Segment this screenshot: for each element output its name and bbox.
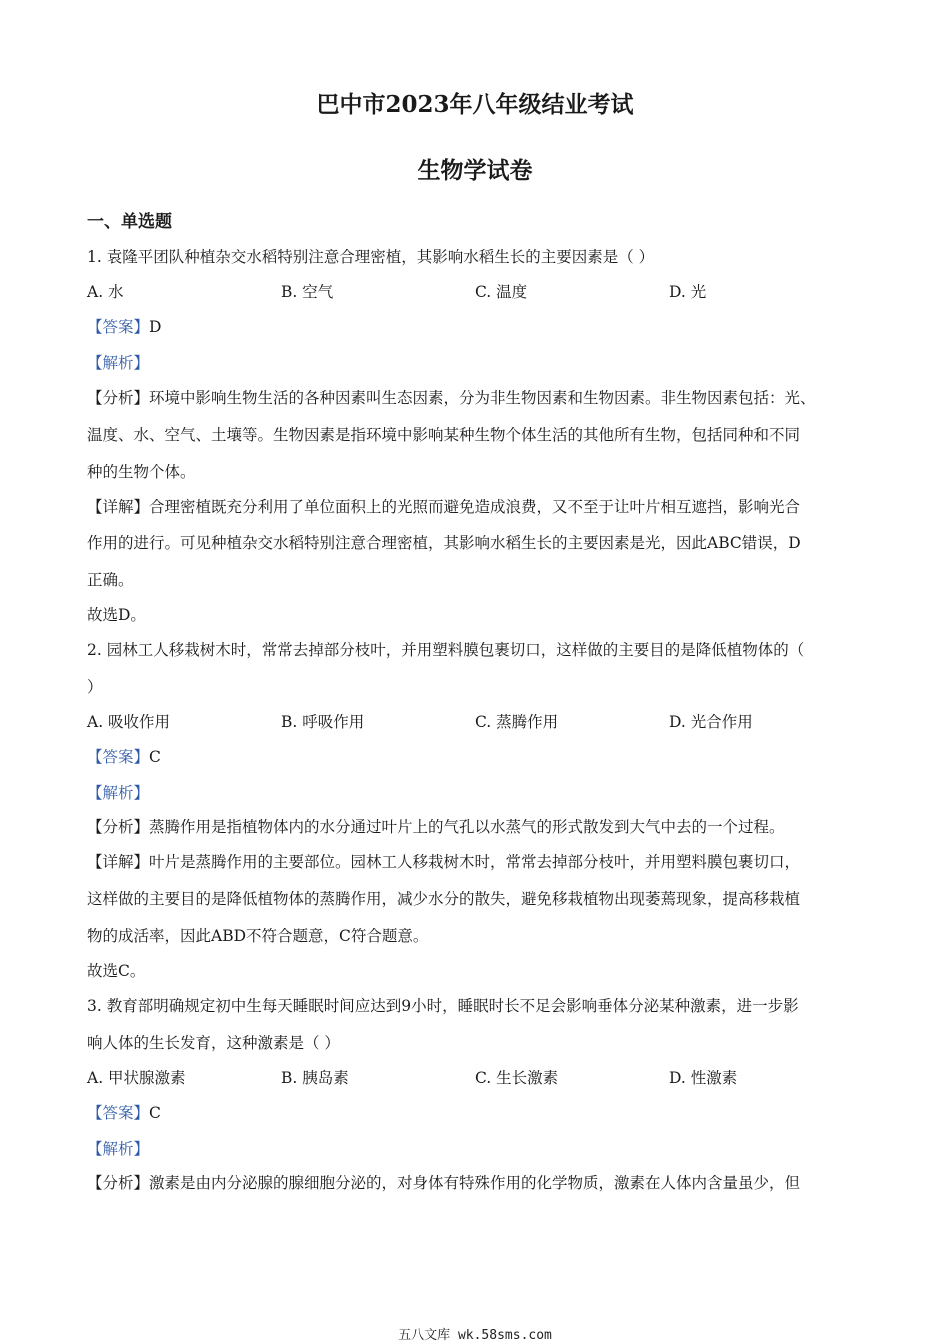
q1-analysis-line	[87, 387, 867, 409]
q3-answer-value: C	[149, 1104, 161, 1122]
q3-option-d: D. 性激素	[669, 1069, 738, 1087]
q3-option-c: C. 生长激素	[475, 1069, 559, 1087]
explain-tag: 【解析】	[87, 1140, 150, 1158]
analysis-tag: 【分析】	[87, 818, 150, 836]
q1-detail-line: 正确。	[87, 571, 134, 589]
q1-explain	[87, 352, 867, 374]
q1-option-a: A. 水	[87, 283, 124, 301]
q2-explain	[87, 782, 867, 804]
q2-detail-line	[87, 851, 867, 873]
q2-option-c: C. 蒸腾作用	[475, 713, 559, 731]
q3-analysis-line	[87, 1172, 867, 1194]
answer-tag: 【答案】	[87, 748, 150, 766]
q1-detail-text: 合理密植既充分利用了单位面积上的光照而避免造成浪费，又不至于让叶片相互遮挡，影响光合	[149, 498, 801, 516]
q2-analysis-line	[87, 816, 867, 838]
q2-answer-value: C	[149, 748, 161, 766]
q2-option-a: A. 吸收作用	[87, 713, 171, 731]
q3-stem: 响人体的生长发育，这种激素是（ ）	[87, 1034, 340, 1052]
q3-answer	[87, 1102, 867, 1124]
q1-analysis-text: 环境中影响生物生活的各种因素叫生态因素，分为非生物因素和生物因素。非生物因素包括：光、	[149, 389, 816, 407]
answer-tag: 【答案】	[87, 1104, 150, 1122]
q3-option-b: B. 胰岛素	[281, 1069, 349, 1087]
footer-watermark: 五八文库 wk.58sms.com	[398, 1328, 552, 1343]
detail-tag: 【详解】	[87, 853, 150, 871]
q1-stem: 1. 袁隆平团队种植杂交水稻特别注意合理密植，其影响水稻生长的主要因素是（ ）	[87, 248, 655, 266]
exam-title: 巴中市2023年八年级结业考试	[316, 91, 634, 118]
q1-option-c: C. 温度	[475, 283, 528, 301]
q2-conclusion: 故选C。	[87, 962, 146, 980]
q1-answer-value: D	[149, 318, 162, 336]
q3-analysis-text: 激素是由内分泌腺的腺细胞分泌的，对身体有特殊作用的化学物质，激素在人体内含量虽少，但	[149, 1174, 801, 1192]
q2-stem: ）	[87, 678, 103, 696]
explain-tag: 【解析】	[87, 784, 150, 802]
q1-option-d: D. 光	[669, 283, 707, 301]
section-heading: 一、单选题	[87, 212, 172, 232]
q1-analysis-line: 种的生物个体。	[87, 463, 196, 481]
analysis-tag: 【分析】	[87, 1174, 150, 1192]
analysis-tag: 【分析】	[87, 389, 150, 407]
q1-answer	[87, 316, 867, 338]
q2-analysis-text: 蒸腾作用是指植物体内的水分通过叶片上的气孔以水蒸气的形式散发到大气中去的一个过程。	[149, 818, 785, 836]
answer-tag: 【答案】	[87, 318, 150, 336]
q3-option-a: A. 甲状腺激素	[87, 1069, 186, 1087]
q3-stem: 3. 教育部明确规定初中生每天睡眠时间应达到9小时，睡眠时长不足会影响垂体分泌某种激素，进一步影	[87, 997, 799, 1015]
q1-detail-line	[87, 496, 867, 518]
q2-option-b: B. 呼吸作用	[281, 713, 365, 731]
q3-explain	[87, 1138, 867, 1160]
explain-tag: 【解析】	[87, 354, 150, 372]
q1-detail-line: 作用的进行。可见种植杂交水稻特别注意合理密植，其影响水稻生长的主要因素是光，因此ABC错误，D	[87, 534, 801, 552]
q1-conclusion: 故选D。	[87, 606, 146, 624]
q2-answer	[87, 746, 867, 768]
exam-subtitle: 生物学试卷	[417, 157, 533, 184]
q2-option-d: D. 光合作用	[669, 713, 753, 731]
q1-option-b: B. 空气	[281, 283, 334, 301]
detail-tag: 【详解】	[87, 498, 150, 516]
q2-detail-line: 物的成活率，因此ABD不符合题意，C符合题意。	[87, 927, 429, 945]
q2-stem: 2. 园林工人移栽树木时，常常去掉部分枝叶，并用塑料膜包裹切口，这样做的主要目的是降低植物体的（	[87, 641, 805, 659]
q2-detail-line: 这样做的主要目的是降低植物体的蒸腾作用，减少水分的散失，避免移栽植物出现萎蔫现象，提高移栽植	[87, 890, 801, 908]
q1-analysis-line: 温度、水、空气、土壤等。生物因素是指环境中影响某种生物个体生活的其他所有生物，包括同种和不同	[87, 426, 801, 444]
q2-detail-text: 叶片是蒸腾作用的主要部位。园林工人移栽树木时，常常去掉部分枝叶，并用塑料膜包裹切口，	[149, 853, 801, 871]
